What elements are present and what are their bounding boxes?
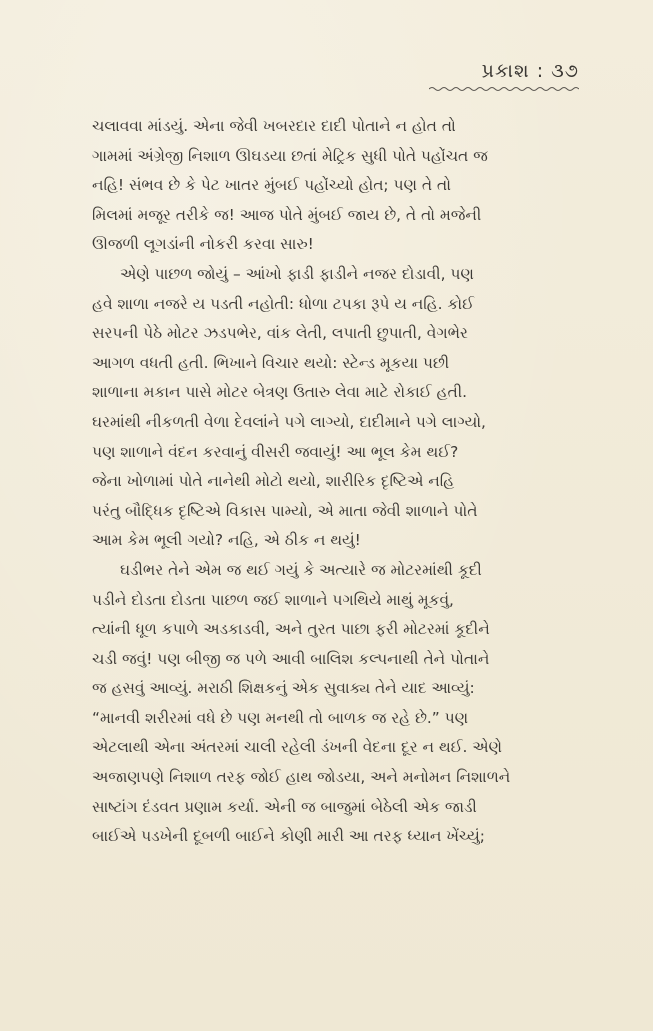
text-line: જેના ખોળામાં પોતે નાનેથી મોટો થયો, શારીરિક દૃષ્ટિએ નહિ — [92, 472, 455, 491]
text-line: ઘરમાંથી નીકળતી વેળા દેવલાંને પગે લાગ્યો, દાદીમાને પગે લાગ્યો, — [92, 412, 486, 431]
text-line: આમ કેમ ભૂલી ગયો? નહિ, એ ઠીક ન થયું! — [92, 531, 361, 550]
text-line: ચલાવવા માંડયું. એના જેવી ખબરદાર દાદી પોતાને ન હોત તો — [92, 117, 456, 135]
text-line: ગામમાં અંગ્રેજી નિશાળ ઊઘડયા છતાં મેટ્રિક સુધી પોતે પહોંચત જ — [92, 146, 488, 165]
paragraph — [92, 112, 582, 260]
text-line: પરંતુ બૌદ્ધિક દૃષ્ટિએ વિકાસ પામ્યો, એ માતા જેવી શાળાને પોતે — [92, 501, 478, 520]
text-line: પડીને દોડતા દોડતા પાછળ જઈ શાળાને પગથિયે માથું મૂકવું, — [92, 590, 454, 609]
text-line: બાઈએ પડખેની દૂબળી બાઈને કોણી મારી આ તરફ ધ્યાન ખેંચ્યું; — [92, 827, 485, 846]
text-line: શાળાના મકાન પાસે મોટર બેત્રણ ઉતારુ લેવા માટે રોકાઈ હતી. — [92, 383, 467, 402]
paragraph — [92, 260, 582, 556]
text-line: આગળ વધતી હતી. ભિખાને વિચાર થયો: સ્ટેન્ડ મૂકયા પછી — [92, 353, 450, 372]
page-header — [429, 60, 579, 92]
text-line: ઘડીભર તેને એમ જ થઈ ગયું કે અત્યારે જ મોટરમાંથી કૂદી — [120, 560, 482, 579]
text-line: પણ શાળાને વંદન કરવાનું વીસરી જવાયું! આ ભૂલ કેમ થઈ? — [92, 442, 459, 461]
text-line: ત્યાંની ધૂળ કપાળે અડકાડવી, અને તુરત પાછા ફરી મોટરમાં કૂદીને — [92, 620, 490, 639]
text-line: અજાણપણે નિશાળ તરફ જોઈ હાથ જોડયા, અને મનોમન નિશાળને — [92, 768, 511, 787]
text-line: એટલાથી એના અંતરમાં ચાલી રહેલી ડંખની વેદના દૂર ન થઈ. એણે — [92, 738, 502, 757]
text-line: ઊજળી લૂગડાંની નોકરી કરવા સારુ! — [92, 235, 314, 254]
text-line: જ હસવું આવ્યું. મરાઠી શિક્ષકનું એક સુવાક્ય તેને યાદ આવ્યું: — [92, 679, 475, 698]
paragraph — [92, 556, 582, 852]
text-line: હવે શાળા નજરે ય પડતી નહોતી: ધોળા ટપકા રૂપે ય નહિ. કોઈ — [92, 294, 475, 313]
text-line: સરપની પેઠે મોટર ઝડપભેર, વાંક લેતી, લપાતી છુપાતી, વેગભેર — [92, 324, 468, 343]
text-line: એણે પાછળ જોયું – આંખો ફાડી ફાડીને નજર દોડાવી, પણ — [120, 264, 474, 283]
text-line: નહિ! સંભવ છે કે પેટ ખાતર મુંબઈ પહોંચ્યો હોત; પણ તે તો — [92, 176, 451, 195]
text-line: ચડી જવું! પણ બીજી જ પળે આવી બાલિશ કલ્પનાથી તેને પોતાને — [92, 649, 490, 668]
text-line: “માનવી શરીરમાં વધે છે પણ મનથી તો બાળક જ રહે છે.” પણ — [92, 708, 469, 727]
text-line: સાષ્ટાંગ દંડવત પ્રણામ કર્યા. એની જ બાજુમાં બેઠેલી એક જાડી — [92, 797, 477, 816]
running-head: પ્રકાશ : ૩૭ — [481, 60, 579, 82]
header-wavy-rule — [429, 86, 579, 92]
body-text — [92, 112, 582, 852]
text-line: મિલમાં મજૂર તરીકે જ! આજ પોતે મુંબઈ જાય છે, તે તો મજેની — [92, 205, 482, 224]
